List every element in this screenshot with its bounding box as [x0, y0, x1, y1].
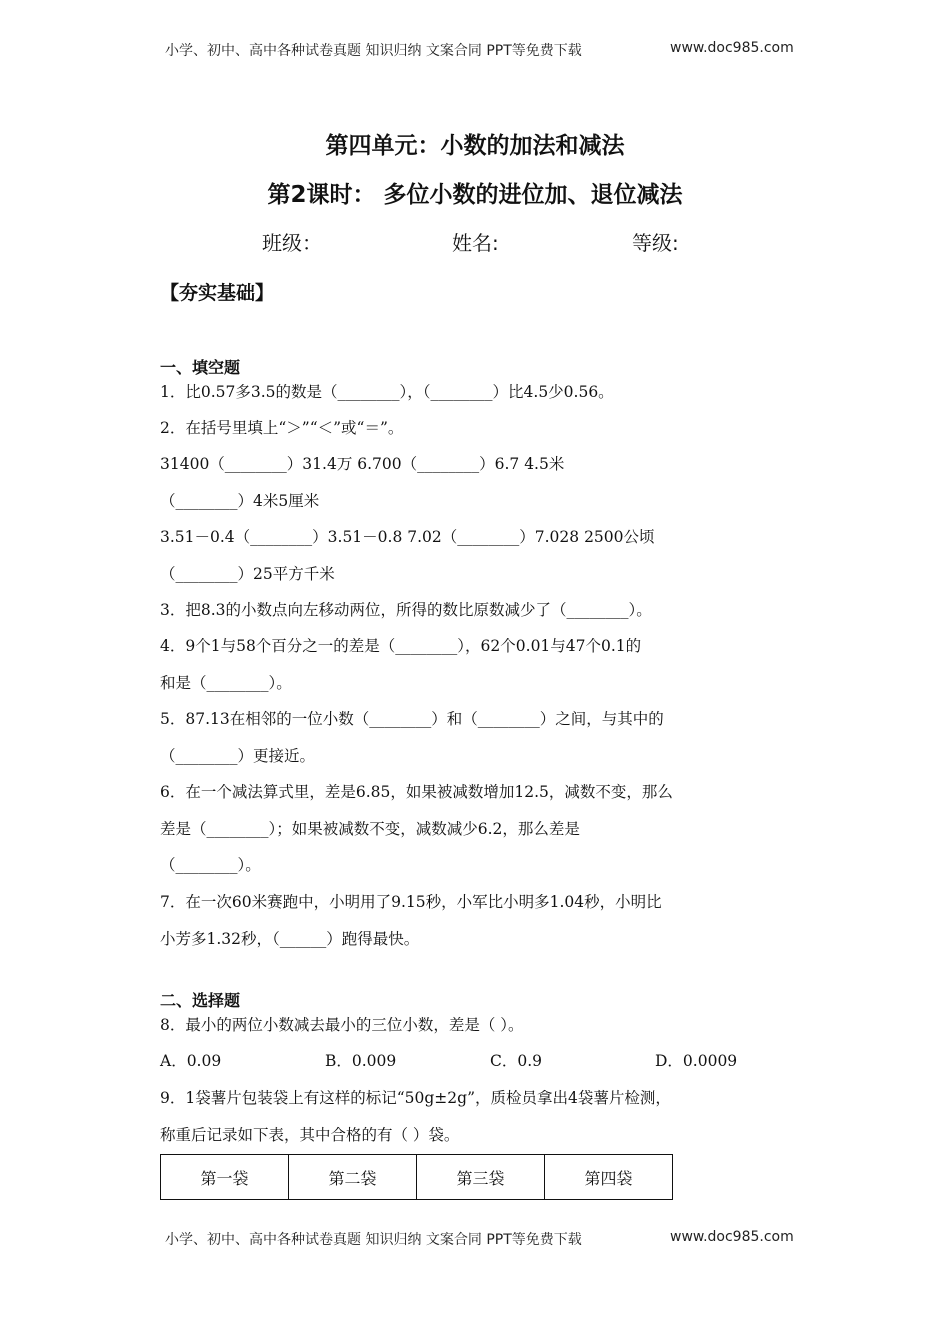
- section-fill-blank-heading: 一、填空题: [160, 358, 241, 377]
- q8-option-d: D．0.0009: [655, 1052, 738, 1070]
- page-header: [0, 40, 950, 62]
- table-header-cell: 第四袋: [545, 1155, 673, 1200]
- question-6-line-c: （________）。: [160, 856, 261, 874]
- question-4-line-b: 和是（________）。: [160, 674, 292, 692]
- footer-text: 小学、初中、高中各种试卷真题 知识归纳 文案合同 PPT等免费下载: [165, 1232, 582, 1248]
- question-3: 3．把8.3的小数点向左移动两位，所得的数比原数减少了（________）。: [160, 601, 652, 619]
- header-text: 小学、初中、高中各种试卷真题 知识归纳 文案合同 PPT等免费下载: [165, 43, 582, 59]
- section-choice-heading: 二、选择题: [160, 991, 241, 1010]
- question-7-line-b: 小芳多1.32秒，（______）跑得最快。: [160, 930, 420, 948]
- table-header-cell: 第一袋: [161, 1155, 289, 1200]
- q8-option-a: A．0.09: [160, 1052, 222, 1070]
- table-header-cell: 第二袋: [289, 1155, 417, 1200]
- question-2-line-a: 31400（________）31.4万 6.700（________）6.7 4.5米: [160, 455, 565, 473]
- question-6-line-a: 6．在一个减法算式里，差是6.85，如果被减数增加12.5，减数不变，那么: [160, 783, 673, 801]
- table-row: [161, 1155, 673, 1200]
- question-2-line-d: （________）25平方千米: [160, 565, 335, 583]
- question-1: 1．比0.57多3.5的数是（________），（________）比4.5少0.56。: [160, 383, 614, 401]
- unit-title: 第四单元：小数的加法和减法: [325, 133, 625, 159]
- question-6-line-b: 差是（________）；如果被减数不变，减数减少6.2，那么差是: [160, 820, 580, 838]
- class-label: 班级：: [262, 231, 322, 255]
- page-footer: [0, 1229, 950, 1251]
- question-5-line-b: （________）更接近。: [160, 747, 316, 765]
- header-url[interactable]: www.doc985.com: [670, 40, 794, 56]
- lesson-title: 第2课时： 多位小数的进位加、退位减法: [267, 182, 683, 208]
- question-9-line-a: 9．1袋薯片包装袋上有这样的标记“50g±2g”，质检员拿出4袋薯片检测，: [160, 1089, 671, 1107]
- question-2-line-b: （________）4米5厘米: [160, 492, 320, 510]
- weight-table: [160, 1154, 673, 1200]
- question-2: 2．在括号里填上“＞”“＜”或“＝”。: [160, 419, 404, 437]
- question-9-line-b: 称重后记录如下表，其中合格的有（ ）袋。: [160, 1126, 460, 1144]
- grade-label: 等级:: [632, 231, 679, 255]
- question-8: 8．最小的两位小数减去最小的三位小数，差是（ ）。: [160, 1016, 524, 1034]
- footer-url[interactable]: www.doc985.com: [670, 1229, 794, 1245]
- name-label: 姓名:: [452, 231, 499, 255]
- table-header-cell: 第三袋: [417, 1155, 545, 1200]
- section-main-heading: 【夯实基础】: [160, 282, 275, 304]
- question-4-line-a: 4．9个1与58个百分之一的差是（________），62个0.01与47个0.1的: [160, 637, 642, 655]
- q8-option-c: C．0.9: [490, 1052, 543, 1070]
- question-5-line-a: 5．87.13在相邻的一位小数（________）和（________）之间，与其中的: [160, 710, 664, 728]
- question-2-line-c: 3.51－0.4（________）3.51－0.8 7.02（________）7.028 2500公顷: [160, 528, 655, 546]
- question-7-line-a: 7．在一次60米赛跑中，小明用了9.15秒，小军比小明多1.04秒，小明比: [160, 893, 662, 911]
- q8-option-b: B．0.009: [325, 1052, 397, 1070]
